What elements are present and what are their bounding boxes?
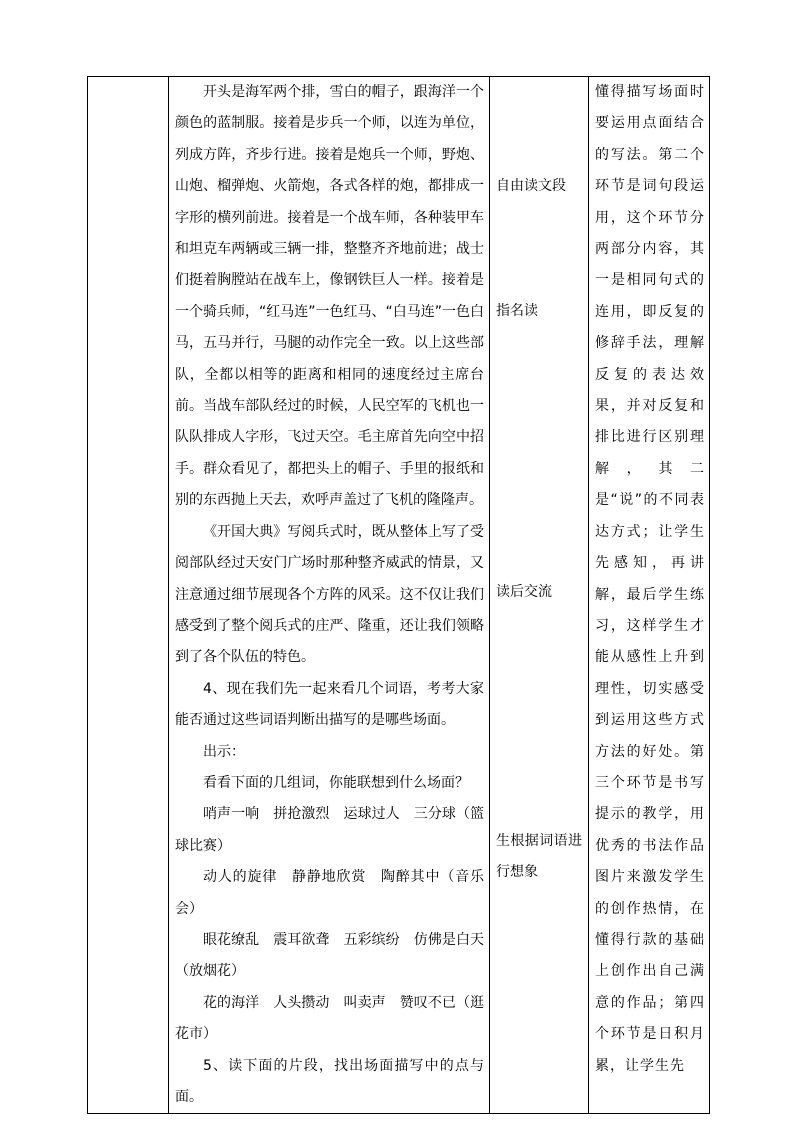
table-row — [88, 77, 710, 1114]
word-group-flower-market: 花的海洋 人头攒动 叫卖声 赞叹不已（逛花市） — [175, 994, 484, 1043]
content-paragraph-parade: 开头是海军两个排，雪白的帽子，跟海洋一个颜色的蓝制服。接着是步兵一个师，以连为单位，列成方阵，齐步行进。接着是炮兵一个师，野炮、山炮、榴弹炮、火箭炮，各式各样的炮，都排成一字形的横列前进。接着是一个战车师，各种装甲车和坦克车两辆或三辆一排，整整齐齐地前进；战士们挺着胸膛站在战车上，像钢铁巨人一样。接着是一个骑兵师，“红马连”一色红马、“白马连”一色白马，五马并行，马腿的动作完全一致。以上这些部队，全都以相等的距离和相同的速度经过主席台前。当战车部队经过的时候，人民空军的飞机也一队队排成人字形，飞过天空。毛主席首先向空中招手。群众看见了，都把头上的帽子、手里的报纸和别的东西抛上天去，欢呼声盖过了飞机的隆隆声。 — [175, 84, 485, 509]
method-imagination: 生根据词语进行想象 — [496, 833, 582, 881]
content-paragraph-show: 出示： — [203, 743, 245, 760]
method-free-reading: 自由读文段 — [496, 178, 566, 194]
content-paragraph-summary: 《开国大典》写阅兵式时，既从整体上写了受阅部队经过天安门广场时那种整齐威武的情景，又注意通过细节展现各个方阵的风采。这不仅让我们感受到了整个阅兵式的庄严、隆重，还让我们领略到了各个队伍的特色。 — [175, 523, 484, 666]
content-paragraph-task-5: 5、读下面的片段，找出场面描写中的点与面。 — [175, 1057, 484, 1105]
content-paragraph-question: 看看下面的几组词，你能联想到什么场面？ — [203, 774, 469, 791]
word-group-basketball: 哨声一响 拼抢激烈 运球过人 三分球（篮球比赛） — [175, 806, 484, 854]
method-discussion: 读后交流 — [496, 584, 552, 600]
learning-method-cell — [490, 77, 589, 1114]
teaching-content-cell — [169, 77, 490, 1114]
word-group-concert: 动人的旋律 静静地欣赏 陶醉其中（音乐会） — [175, 869, 484, 917]
content-paragraph-task-4: 4、现在我们先一起来看几个词语，考考大家能否通过这些词语判断出描写的是哪些场面。 — [175, 680, 484, 729]
lesson-plan-table — [87, 76, 710, 1114]
method-named-reading: 指名读 — [496, 303, 538, 319]
word-group-fireworks: 眼花缭乱 震耳欲聋 五彩缤纷 仿佛是白天（放烟花） — [175, 931, 484, 980]
design-intent-text: 懂得描写场面时要运用点面结合的写法。第二个环节是词句段运用，这个环节分两部分内容，其一是相同句式的连用，即反复的修辞手法，理解反复的表达效果，并对反复和排比进行区别理解，其二是“说”的不同表达方式；让学生先感知，再讲解，最后学生练习，这样学生才能从感性上升到理性，切实感受到运用这些方式方法的好处。第三个环节是书写提示的教学，用优秀的书法作品图片来激发学生的创作热情，在懂得行款的基础上创作出自己满意的作品；第四个环节是日积月累，让学生先 — [595, 84, 705, 1074]
design-intent-cell — [589, 77, 710, 1114]
empty-stage-cell — [88, 77, 169, 1114]
